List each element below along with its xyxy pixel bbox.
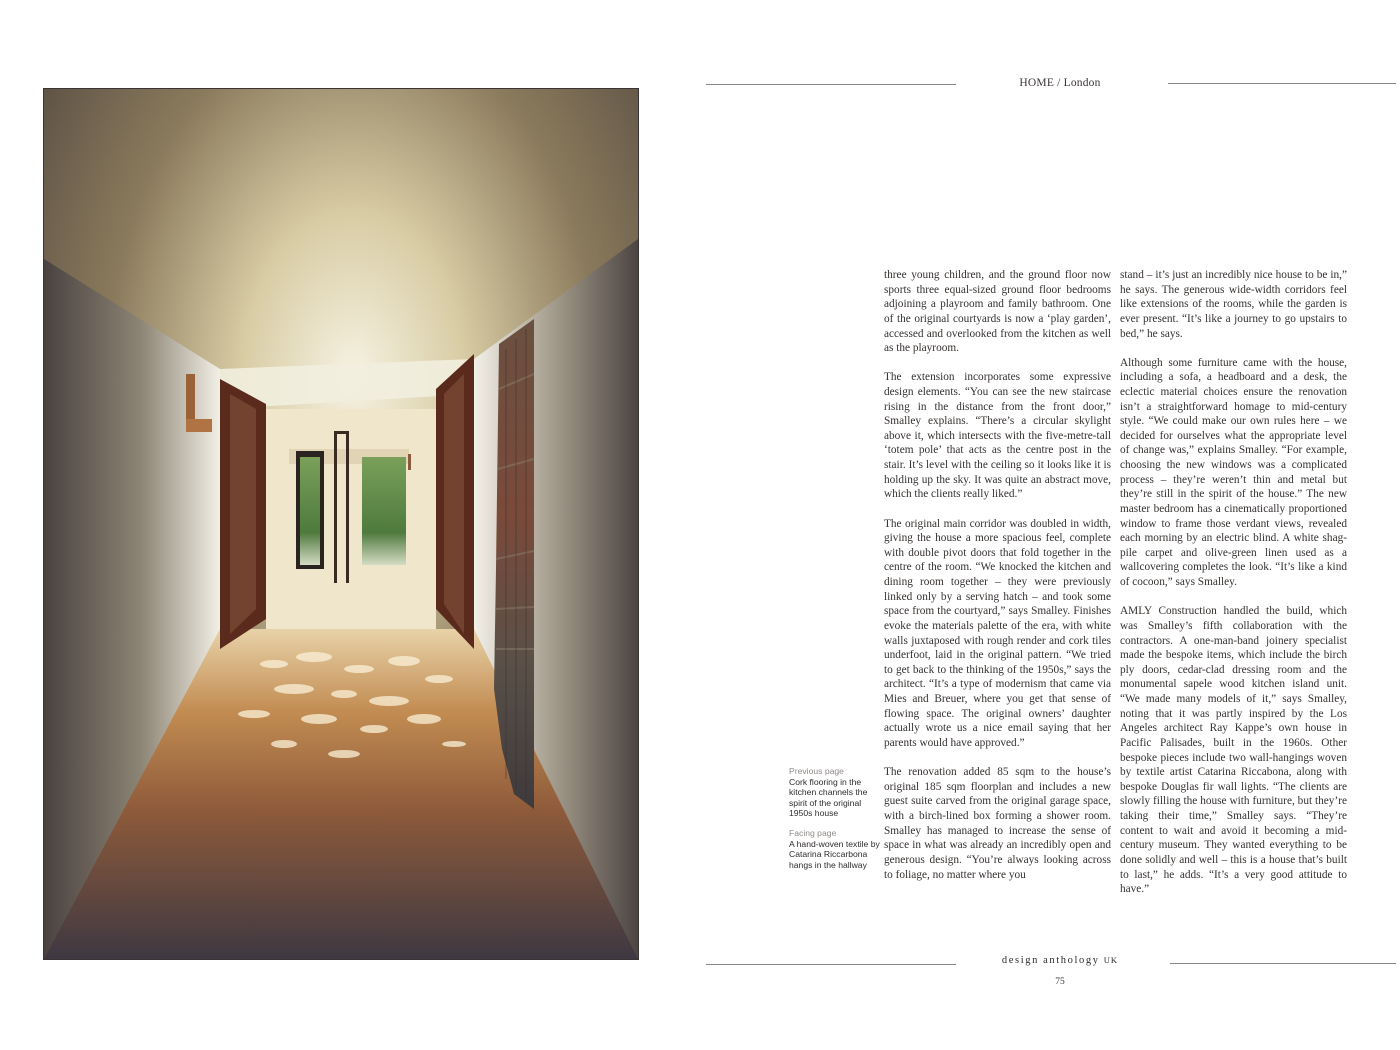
footer-rule-left: [706, 964, 956, 965]
paragraph: The extension incorporates some expressive design elements. “You can see the new staircase rising in the distance from the front door,” Smalley explains. “There’s a circular skylight above it, which intersects with the five-metre-tall ‘totem pole’ that acts as the centre post in the stair. It’s level with the ceiling so it looks like it is holding up the sky. It was quite an abstract move, which the clients really liked.”: [884, 371, 1111, 501]
paragraph: The renovation added 85 sqm to the house’s original 185 sqm floorplan and includes a new guest suite carved from the original garage space, with a birch-lined box forming a shower room. Smalley has managed to increase the sense of space in what was already an incredibly open and generous design. “You’re always looking across to foliage, no matter where you: [884, 766, 1111, 881]
page-number: 75: [1055, 977, 1065, 987]
paragraph: The original main corridor was doubled in width, giving the house a more spacious feel, complete with double pivot doors that fold together in the centre of the room. “We knocked the kitchen and dining room together – they were previously linked only by a serving hatch – and took some space from the courtyard,” says Smalley. Finishes evoke the materials palette of the era, with white walls juxtaposed with rough render and cork tiles underfoot, laid in the original pattern. “We tried to get back to the thinking of the 1950s,” says the architect. “It’s a type of modernism that came via Mies and Breuer, where you get that sense of flowing space. The original owners’ daughter actually wrote us a nice email saying that her parents would have approved.”: [884, 517, 1111, 749]
brand-name: design anthology: [1001, 955, 1100, 966]
hallway-photo: [44, 89, 638, 959]
caption-facing-page: [789, 828, 881, 870]
caption-facing-text: A hand-woven textile by Catarina Riccarbona hangs in the hallway: [789, 838, 880, 870]
caption-previous-label: Previous page: [789, 766, 844, 776]
photo-caption: [789, 766, 881, 879]
brand-suffix: UK: [1103, 955, 1119, 965]
hallway-photo-illustration: [44, 89, 638, 959]
footer-rule-right: [1170, 963, 1396, 964]
header-rule-right: [1168, 83, 1396, 84]
article-column-2: [1120, 268, 1347, 911]
paragraph: AMLY Construction handled the build, which was Smalley’s fifth collaboration with the contractors. A one-man-band joinery specialist made the bespoke items, which include the birch ply doors, cedar-clad dressing room and the monumental sapele wood kitchen island unit. “We made many models of it,” says Smalley, noting that it was partly inspired by the Los Angeles architect Ray Kappe’s own house in Pacific Palisades, built in the 1960s. Other bespoke pieces include two wall-hangings woven by textile artist Catarina Riccabona, along with bespoke Douglas fir wall lights. “The clients are slowly filling the house with furniture, but they’re taking their time,” Smalley says. “They’re content to wait and avoid it becoming a mid-century museum. They wanted everything to be done solidly and well – this is a house that’s built to last,” he adds. “It’s a very good attitude to have.”: [1120, 605, 1347, 896]
header-rule-left: [706, 84, 956, 85]
caption-facing-label: Facing page: [789, 827, 837, 838]
paragraph: stand – it’s just an incredibly nice house to be in,” he says. The generous wide-width corridors feel like extensions of the rooms, while the garden is ever present. “It’s like a journey to go upstairs to bed,” he says.: [1120, 269, 1347, 340]
paragraph: Although some furniture came with the house, including a sofa, a headboard and a desk, the eclectic material choices ensure the renovation isn’t a straightforward homage to mid-century style. “We could make our own rules here – we decided for ourselves what the appropriate level of change was,” explains Smalley. “For example, choosing the new windows was a complicated process – they’re weren’t thin and metal but they’re still in the spirit of the house.” The new master bedroom has a cinematically proportioned window to frame those verdant views, revealed each morning by an electric blind. A white shag-pile carpet and olive-green linen used as a wallcovering completes the look. “It’s like a kind of cocoon,” says Smalley.: [1120, 356, 1347, 589]
article-column-1: [884, 268, 1111, 897]
running-head: HOME / London: [1019, 77, 1101, 89]
paragraph: three young children, and the ground floor now sports three equal-sized ground floor bedrooms adjoining a playroom and family bathroom. One of the original courtyards is now a ‘play garden’, accessed and overlooked from the kitchen as well as the playroom.: [884, 269, 1111, 355]
caption-previous-page: [789, 766, 881, 819]
magazine-brand: [955, 955, 1165, 966]
caption-previous-text: Cork flooring in the kitchen channels the spirit of the original 1950s house: [789, 776, 868, 819]
